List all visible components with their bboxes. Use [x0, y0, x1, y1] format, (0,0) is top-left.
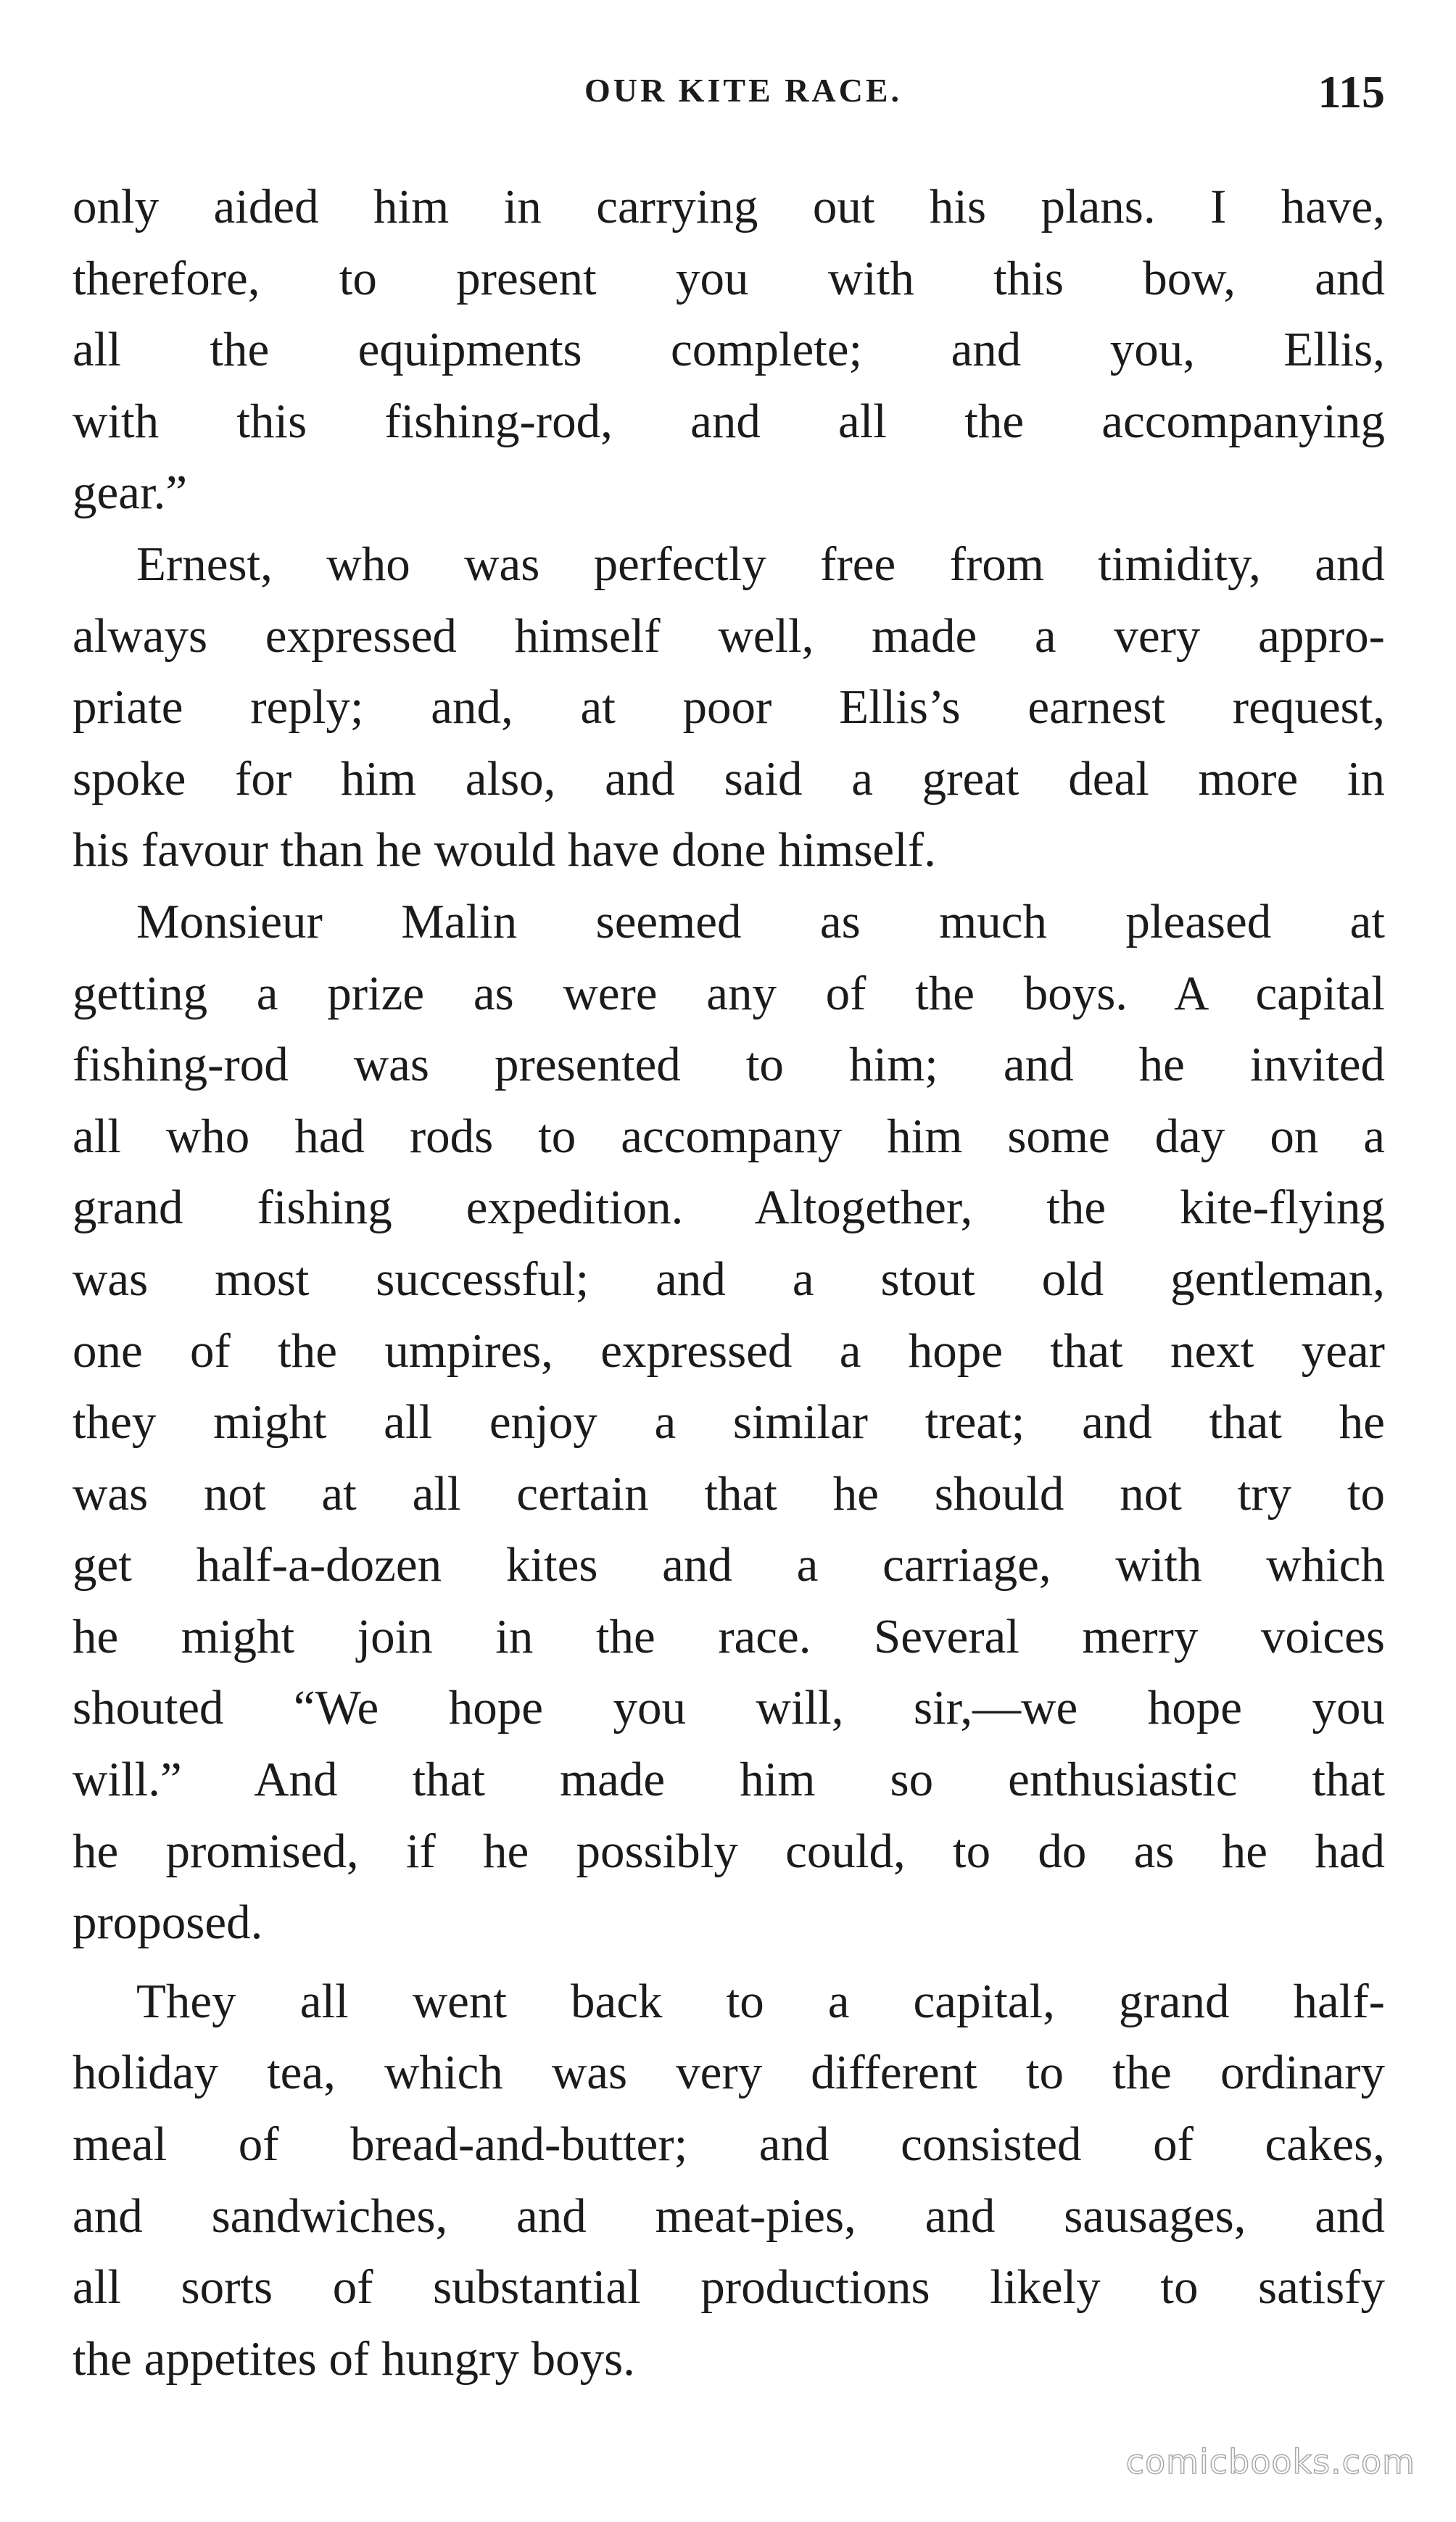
text-line: he might join in the race. Several merry voices: [73, 1609, 1385, 1663]
text-line: always expressed himself well, made a very appro-: [73, 608, 1385, 663]
text-line: was not at all certain that he should not try to: [73, 1466, 1385, 1521]
text-line: grand fishing expedition. Altogether, the kite-flying: [73, 1181, 1385, 1235]
text-line: his favour than he would have done himself.: [73, 823, 936, 877]
text-line: meal of bread-and-butter; and consisted of cakes,: [73, 2117, 1385, 2172]
text-line: only aided him in carrying out his plans. I have,: [73, 180, 1385, 233]
text-line: getting a prize as were any of the boys. A capital: [73, 966, 1385, 1020]
text-line: Monsieur Malin seemed as much pleased at: [136, 894, 1385, 948]
text-line: get half-a-dozen kites and a carriage, with which: [73, 1538, 1385, 1592]
text-line: one of the umpires, expressed a hope that next year: [73, 1323, 1385, 1378]
text-line: therefore, to present you with this bow, and: [73, 251, 1385, 305]
text-line: they might all enjoy a similar treat; and that he: [73, 1395, 1385, 1450]
text-line: all the equipments complete; and you, Ellis,: [73, 323, 1385, 377]
running-title: OUR KITE RACE.: [584, 72, 903, 109]
text-line: all sorts of substantial productions likely to satisfy: [73, 2260, 1385, 2315]
text-line: spoke for him also, and said a great deal more in: [73, 751, 1385, 806]
page-header: [73, 65, 1385, 131]
text-line: with this fishing-rod, and all the accompanying: [73, 394, 1385, 448]
text-line: and sandwiches, and meat-pies, and sausages, and: [73, 2188, 1385, 2243]
text-line: Ernest, who was perfectly free from timidity, and: [136, 537, 1385, 591]
text-line: holiday tea, which was very different to the ordinary: [73, 2046, 1385, 2100]
text-line: the appetites of hungry boys.: [73, 2331, 635, 2386]
text-line: priate reply; and, at poor Ellis’s earnest request,: [73, 680, 1385, 735]
watermark: comicbooks.com: [1125, 2442, 1415, 2481]
text-line: shouted “We hope you will, sir,—we hope you: [73, 1681, 1385, 1735]
body-text: [73, 171, 1385, 2394]
text-line: all who had rods to accompany him some day on a: [73, 1109, 1385, 1163]
text-line: will.” And that made him so enthusiastic that: [73, 1753, 1385, 1807]
text-line: he promised, if he possibly could, to do as he had: [73, 1824, 1385, 1878]
text-line: They all went back to a capital, grand half-: [136, 1974, 1385, 2028]
text-line: fishing-rod was presented to him; and he invited: [73, 1038, 1385, 1092]
page-number: 115: [1318, 66, 1385, 117]
text-line: gear.”: [73, 466, 188, 520]
text-line: proposed.: [73, 1895, 263, 1950]
text-line: was most successful; and a stout old gentleman,: [73, 1252, 1385, 1306]
